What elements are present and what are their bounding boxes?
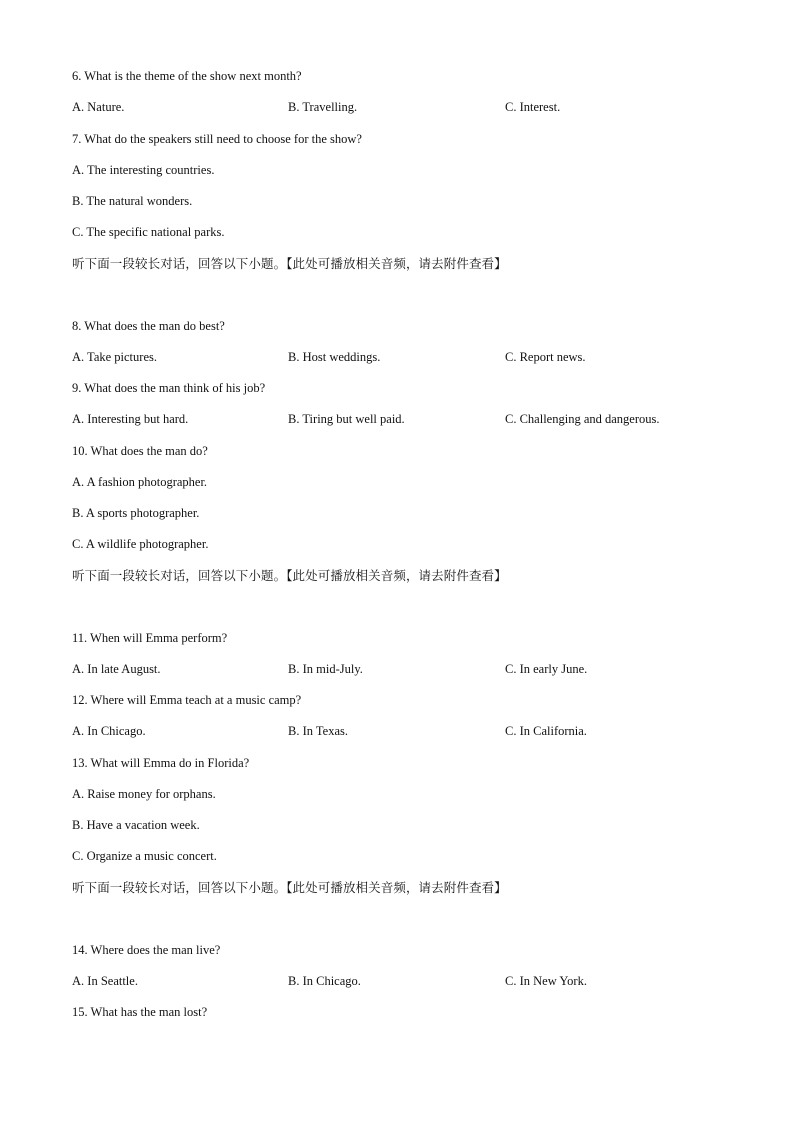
option-13c: C. Organize a music concert.	[72, 849, 217, 863]
audio-instruction-2: 听下面一段较长对话，回答以下小题。【此处可播放相关音频，请去附件查看】	[72, 568, 507, 583]
option-11b: B. In mid-July.	[288, 662, 363, 676]
question-11: 11. When will Emma perform?	[72, 631, 228, 645]
option-12b: B. In Texas.	[288, 724, 348, 738]
option-10b: B. A sports photographer.	[72, 506, 200, 520]
option-10a: A. A fashion photographer.	[72, 475, 208, 489]
question-13: 13. What will Emma do in Florida?	[72, 756, 250, 770]
question-12: 12. Where will Emma teach at a music camp?	[72, 693, 302, 707]
question-10: 10. What does the man do?	[72, 444, 208, 458]
option-9a: A. Interesting but hard.	[72, 412, 189, 426]
option-9c: C. Challenging and dangerous.	[505, 412, 660, 426]
question-6: 6. What is the theme of the show next month?	[72, 69, 302, 83]
audio-instruction-3: 听下面一段较长对话，回答以下小题。【此处可播放相关音频，请去附件查看】	[72, 880, 507, 895]
question-9: 9. What does the man think of his job?	[72, 381, 266, 395]
question-14: 14. Where does the man live?	[72, 943, 221, 957]
question-7: 7. What do the speakers still need to choose for the show?	[72, 132, 362, 146]
option-8c: C. Report news.	[505, 350, 586, 364]
question-8: 8. What does the man do best?	[72, 319, 225, 333]
question-15: 15. What has the man lost?	[72, 1005, 208, 1019]
option-6b: B. Travelling.	[288, 100, 358, 114]
option-10c: C. A wildlife photographer.	[72, 537, 209, 551]
option-7c: C. The specific national parks.	[72, 225, 225, 239]
option-11a: A. In late August.	[72, 662, 161, 676]
option-9b: B. Tiring but well paid.	[288, 412, 405, 426]
option-14c: C. In New York.	[505, 974, 587, 988]
option-14b: B. In Chicago.	[288, 974, 361, 988]
option-13b: B. Have a vacation week.	[72, 818, 200, 832]
option-14a: A. In Seattle.	[72, 974, 138, 988]
option-12c: C. In California.	[505, 724, 587, 738]
option-8b: B. Host weddings.	[288, 350, 381, 364]
option-7b: B. The natural wonders.	[72, 194, 193, 208]
option-12a: A. In Chicago.	[72, 724, 146, 738]
option-8a: A. Take pictures.	[72, 350, 157, 364]
option-7a: A. The interesting countries.	[72, 163, 215, 177]
option-6a: A. Nature.	[72, 100, 125, 114]
option-6c: C. Interest.	[505, 100, 561, 114]
option-11c: C. In early June.	[505, 662, 588, 676]
option-13a: A. Raise money for orphans.	[72, 787, 216, 801]
audio-instruction-1: 听下面一段较长对话，回答以下小题。【此处可播放相关音频，请去附件查看】	[72, 256, 507, 271]
